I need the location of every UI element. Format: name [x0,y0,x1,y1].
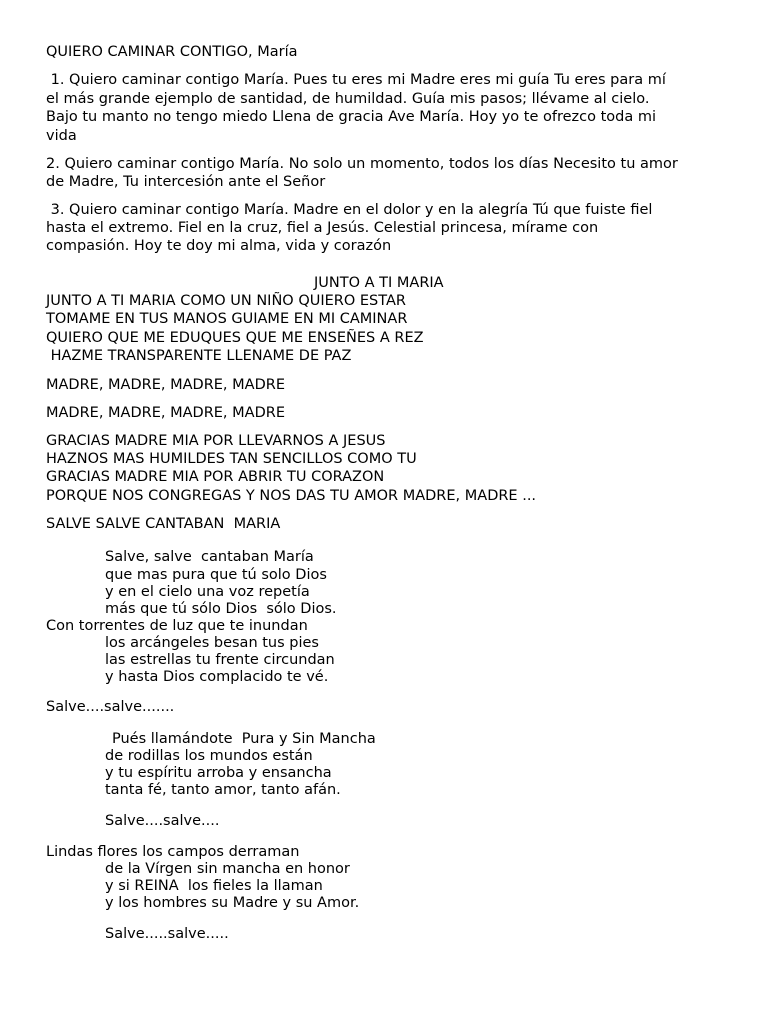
verse-line: Salve, salve cantaban María [105,549,314,565]
verse-line: JUNTO A TI MARIA COMO UN NIÑO QUIERO ESTAR [46,293,406,309]
verse-line: HAZME TRANSPARENTE LLENAME DE PAZ [46,348,352,364]
paragraph-2-line: de Madre, Tu intercesión ante el Señor [46,174,326,190]
verse-line: más que tú sólo Dios sólo Dios. [105,601,337,617]
song-title-junto-a-ti: JUNTO A TI MARIA [314,275,444,291]
paragraph-3-line: hasta el extremo. Fiel en la cruz, fiel a Jesús. Celestial princesa, mírame con [46,220,599,236]
verse-line: HAZNOS MAS HUMILDES TAN SENCILLOS COMO TU [46,451,417,467]
verse-line: y los hombres su Madre y su Amor. [105,895,360,911]
song-title-quiero-caminar: QUIERO CAMINAR CONTIGO, María [46,44,298,60]
refrain-line: Salve....salve.... [105,813,220,829]
verse-line: tanta fé, tanto amor, tanto afán. [105,782,341,798]
song-title-salve: SALVE SALVE CANTABAN MARIA [46,516,281,532]
verse-line: GRACIAS MADRE MIA POR LLEVARNOS A JESUS [46,433,386,449]
refrain-line: Salve....salve....... [46,699,175,715]
verse-line: QUIERO QUE ME EDUQUES QUE ME ENSEÑES A REZ [46,330,424,346]
verse-line: de la Vírgen sin mancha en honor [105,861,350,877]
verse-line: y si REINA los fieles la llaman [105,878,323,894]
paragraph-3-line: compasión. Hoy te doy mi alma, vida y corazón [46,238,392,254]
refrain-line: Salve.....salve..... [105,926,229,942]
paragraph-1-line: el más grande ejemplo de santidad, de humildad. Guía mis pasos; llévame al cielo. [46,91,650,107]
verse-line: PORQUE NOS CONGREGAS Y NOS DAS TU AMOR MADRE, MADRE ... [46,488,537,504]
verse-line: TOMAME EN TUS MANOS GUIAME EN MI CAMINAR [46,311,408,327]
verse-line: las estrellas tu frente circundan [105,652,335,668]
paragraph-1-line: Bajo tu manto no tengo miedo Llena de gracia Ave María. Hoy yo te ofrezco toda mi [46,109,657,125]
verse-line: que mas pura que tú solo Dios [105,567,327,583]
verse-line: Pués llamándote Pura y Sin Mancha [112,731,376,747]
paragraph-1-line: 1. Quiero caminar contigo María. Pues tu eres mi Madre eres mi guía Tu eres para mí [46,72,666,88]
verse-line: de rodillas los mundos están [105,748,313,764]
verse-line: los arcángeles besan tus pies [105,635,319,651]
paragraph-3-line: 3. Quiero caminar contigo María. Madre en el dolor y en la alegría Tú que fuiste fiel [46,202,653,218]
paragraph-2-line: 2. Quiero caminar contigo María. No solo un momento, todos los días Necesito tu amor [46,156,678,172]
refrain-line: MADRE, MADRE, MADRE, MADRE [46,377,285,393]
refrain-line: MADRE, MADRE, MADRE, MADRE [46,405,285,421]
verse-line: Con torrentes de luz que te inundan [46,618,308,634]
verse-line: y en el cielo una voz repetía [105,584,310,600]
verse-line: y hasta Dios complacido te vé. [105,669,329,685]
paragraph-1-line: vida [46,128,77,144]
verse-line: Lindas flores los campos derraman [46,844,300,860]
verse-line: y tu espíritu arroba y ensancha [105,765,332,781]
verse-line: GRACIAS MADRE MIA POR ABRIR TU CORAZON [46,469,385,485]
